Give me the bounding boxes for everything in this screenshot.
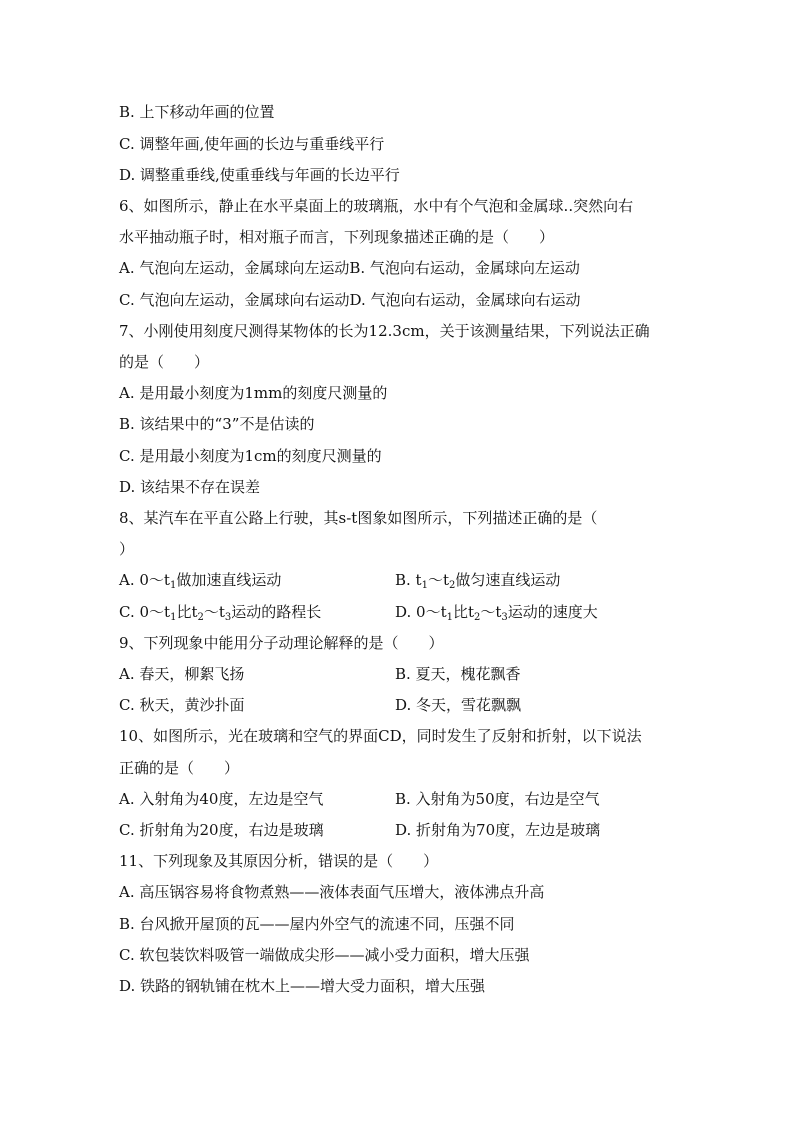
q8-options-ab [119, 570, 679, 590]
q9-stem: 9、下列现象中能用分子动理论解释的是（ ） [119, 634, 444, 652]
q8-stem-line1: 8、某汽车在平直公路上行驶，其s-t图象如图所示，下列描述正确的是（ [119, 509, 598, 527]
q10-option-a: A. 入射角为40度，左边是空气 [119, 790, 324, 808]
q6-options-cd: C. 气泡向左运动，金属球向右运动D. 气泡向右运动，金属球向右运动 [119, 291, 581, 309]
q9-option-a: A. 春天，柳絮飞扬 [119, 665, 245, 683]
q9-options-ab [119, 664, 679, 684]
q8-options-cd [119, 602, 679, 622]
q5-option-d: D. 调整重垂线,使重垂线与年画的长边平行 [119, 166, 400, 184]
q5-option-b: B. 上下移动年画的位置 [119, 103, 275, 121]
q11-option-d: D. 铁路的钢轨铺在枕木上——增大受力面积，增大压强 [119, 977, 486, 995]
q6-stem-line1: 6、如图所示，静止在水平桌面上的玻璃瓶，水中有个气泡和金属球..突然向右 [119, 197, 634, 215]
q10-stem-line1: 10、如图所示，光在玻璃和空气的界面CD，同时发生了反射和折射，以下说法 [119, 727, 642, 745]
q10-option-c: C. 折射角为20度，右边是玻璃 [119, 821, 324, 839]
q10-options-ab [119, 789, 679, 809]
q11-stem: 11、下列现象及其原因分析，错误的是（ ） [119, 852, 439, 870]
q10-options-cd [119, 820, 679, 840]
q9-option-c: C. 秋天，黄沙扑面 [119, 696, 245, 714]
q10-stem-line2: 正确的是（ ） [119, 759, 240, 777]
q11-option-b: B. 台风掀开屋顶的瓦——屋内外空气的流速不同，压强不同 [119, 915, 515, 933]
q7-option-b: B. 该结果中的“3”不是估读的 [119, 415, 315, 433]
q10-option-b: B. 入射角为50度，右边是空气 [395, 790, 600, 808]
q8-stem-line2: ） [119, 540, 135, 558]
q11-option-a: A. 高压锅容易将食物煮熟——液体表面气压增大，液体沸点升高 [119, 883, 545, 901]
q7-option-a: A. 是用最小刻度为1mm的刻度尺测量的 [119, 384, 388, 402]
q6-stem-line2: 水平抽动瓶子时，相对瓶子而言，下列现象描述正确的是（ ） [119, 228, 555, 246]
q8-option-d: D. $0\sim t_1$比$t_2\sim t_3$运动的速度大 [395, 603, 598, 623]
q9-option-d: D. 冬天，雪花飘飘 [395, 696, 522, 714]
q7-option-c: C. 是用最小刻度为1cm的刻度尺测量的 [119, 447, 382, 465]
q10-option-d: D. 折射角为70度，左边是玻璃 [395, 821, 601, 839]
q8-option-c: C. $0\sim t_1$比$t_2\sim t_3$运动的路程长 [119, 603, 322, 623]
q11-option-c: C. 软包装饮料吸管一端做成尖形——减小受力面积，增大压强 [119, 946, 530, 964]
q7-stem-line1: 7、小刚使用刻度尺测得某物体的长为12.3cm，关于该测量结果，下列说法正确 [119, 322, 650, 340]
q7-option-d: D. 该结果不存在误差 [119, 478, 261, 496]
q8-option-b: B. $t_1\sim t_2$做匀速直线运动 [395, 571, 561, 591]
q9-option-b: B. 夏天，槐花飘香 [395, 665, 521, 683]
q9-options-cd [119, 695, 679, 715]
q8-option-a: A. $0\sim t_1$做加速直线运动 [119, 571, 282, 591]
q7-stem-line2: 的是（ ） [119, 353, 210, 371]
q5-option-c: C. 调整年画,使年画的长边与重垂线平行 [119, 135, 385, 153]
q6-options-ab: A. 气泡向左运动，金属球向左运动B. 气泡向右运动，金属球向左运动 [119, 259, 580, 277]
